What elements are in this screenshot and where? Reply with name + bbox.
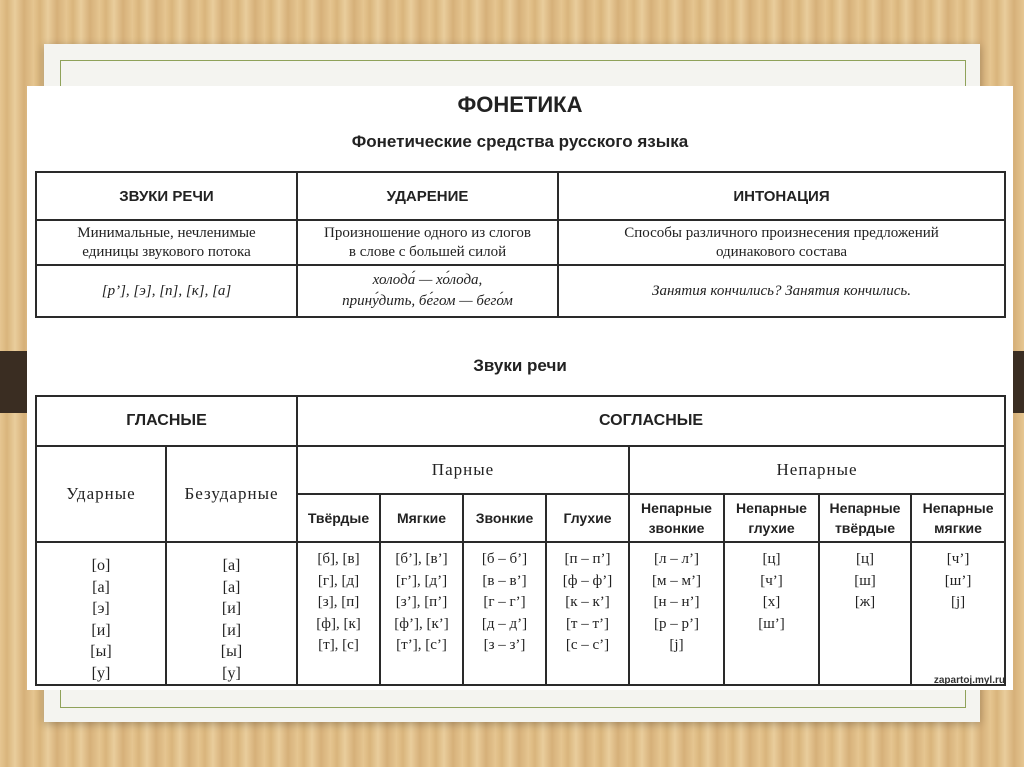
consonant: [б – б’] xyxy=(481,551,528,567)
vowel: [о] xyxy=(91,557,111,574)
vowel: [ы] xyxy=(220,643,243,660)
consonant: [т’], [с’] xyxy=(396,637,447,653)
definition-line: в слове с большей силой xyxy=(348,243,507,260)
consonant: [л – л’] xyxy=(654,551,699,567)
hard-consonants-cell xyxy=(297,542,380,685)
vowel: [у] xyxy=(222,664,241,682)
vowel: [у] xyxy=(91,664,111,682)
page-subtitle: Фонетические средства русского языка xyxy=(351,132,689,151)
consonant: [г’], [д’] xyxy=(395,572,448,589)
col-header-line: Непарные xyxy=(922,500,994,516)
page-title: ФОНЕТИКА xyxy=(457,92,583,117)
unpaired-hard-cell xyxy=(819,542,911,685)
consonant: [ж] xyxy=(854,594,876,610)
definition-line: Произношение одного из слогов xyxy=(324,224,531,241)
col-header-unpaired-hard xyxy=(819,494,911,542)
consonant: [т], [с] xyxy=(318,637,359,653)
col-header-line: звонкие xyxy=(648,520,705,536)
consonant: [ш] xyxy=(854,572,876,589)
consonant: [б], [в] xyxy=(317,551,360,567)
consonant: [ш’] xyxy=(758,615,785,632)
consonant: [ш’] xyxy=(944,572,972,589)
unpaired-voiceless-cell xyxy=(724,542,819,685)
consonant: [т – т’] xyxy=(565,615,610,632)
header-stressed: Ударные xyxy=(36,446,166,542)
example-line: прину́дить, бе́гом — бего́м xyxy=(342,293,513,309)
speech-sounds-table xyxy=(35,395,1006,686)
header-vowels: ГЛАСНЫЕ xyxy=(36,396,297,446)
consonant: [с – с’] xyxy=(565,637,610,653)
col-header-unpaired-voiceless xyxy=(724,494,819,542)
col-header-line: мягкие xyxy=(934,520,982,536)
col-header-voiceless xyxy=(546,494,629,542)
section-title: Звуки речи xyxy=(473,356,567,375)
consonant: [м – м’] xyxy=(652,572,701,589)
header-speech-sounds: ЗВУКИ РЕЧИ xyxy=(36,172,297,220)
header-unstressed: Безударные xyxy=(166,446,297,542)
col-header-line: твёрдые xyxy=(834,520,896,536)
consonant: [з], [п] xyxy=(317,594,360,610)
consonant: [г – г’] xyxy=(483,594,526,610)
example-line: холода́ — хо́лода, xyxy=(372,272,483,288)
consonant: [ц] xyxy=(855,551,875,567)
header-intonation: ИНТОНАЦИЯ xyxy=(558,172,1005,220)
consonant: [к – к’] xyxy=(565,594,610,610)
consonant: [j] xyxy=(669,637,684,653)
vowel: [и] xyxy=(221,621,242,639)
col-header-soft xyxy=(380,494,463,542)
consonant: [д – д’] xyxy=(481,615,528,632)
definition-intonation xyxy=(558,220,1005,265)
col-header-line: Глухие xyxy=(563,510,612,526)
consonant: [з – з’] xyxy=(483,637,526,653)
definition-line: одинакового состава xyxy=(715,243,848,260)
consonant: [р – р’] xyxy=(654,615,699,632)
voiceless-consonants-cell xyxy=(546,542,629,685)
definition-line: единицы звукового потока xyxy=(82,243,251,260)
consonant: [ф’], [к’] xyxy=(394,615,449,632)
unpaired-soft-cell xyxy=(911,542,1005,685)
consonant: [з’], [п’] xyxy=(395,594,448,610)
consonant: [г], [д] xyxy=(317,572,360,589)
unpaired-voiced-cell xyxy=(629,542,724,685)
example-speech-sounds xyxy=(36,265,297,317)
vowel: [а] xyxy=(222,578,241,596)
consonant: [б’], [в’] xyxy=(395,551,448,567)
col-header-line: Мягкие xyxy=(396,510,447,526)
example-line: [р’], [э], [п], [к], [а] xyxy=(101,282,232,299)
consonant: [ч’] xyxy=(946,551,970,567)
consonant: [ц] xyxy=(762,551,781,567)
vowel: [э] xyxy=(92,600,110,617)
definition-stress xyxy=(297,220,558,265)
example-stress xyxy=(297,265,558,317)
header-unpaired: Непарные xyxy=(629,446,1005,494)
phonetic-means-table xyxy=(35,171,1006,318)
watermark: zapartoj.myl.ru xyxy=(933,675,1005,686)
consonant: [j] xyxy=(950,594,966,610)
col-header-unpaired-voiced xyxy=(629,494,724,542)
definition-line: Способы различного произнесения предложений xyxy=(624,224,939,241)
header-consonants: СОГЛАСНЫЕ xyxy=(297,396,1005,446)
definition-speech-sounds xyxy=(36,220,297,265)
unstressed-vowels-cell xyxy=(166,542,297,685)
stressed-vowels-cell xyxy=(36,542,166,685)
col-header-voiced xyxy=(463,494,546,542)
col-header-line: Непарные xyxy=(829,500,901,516)
consonant: [ф], [к] xyxy=(316,615,361,632)
header-paired: Парные xyxy=(297,446,629,494)
col-header-line: Непарные xyxy=(736,500,807,516)
col-header-line: Непарные xyxy=(641,500,712,516)
header-stress: УДАРЕНИЕ xyxy=(297,172,558,220)
definition-line: Минимальные, нечленимые xyxy=(77,224,256,241)
consonant: [ф – ф’] xyxy=(562,572,613,589)
example-intonation xyxy=(558,265,1005,317)
consonant: [ч’] xyxy=(760,572,783,589)
vowel: [и] xyxy=(221,600,242,617)
col-header-line: Звонкие xyxy=(475,510,534,526)
consonant: [в – в’] xyxy=(482,572,527,589)
example-line: Занятия кончились? Занятия кончились. xyxy=(652,282,911,299)
consonant: [х] xyxy=(762,594,781,610)
phonetics-sheet xyxy=(27,86,1013,690)
col-header-line: глухие xyxy=(748,520,795,536)
soft-consonants-cell xyxy=(380,542,463,685)
voiced-consonants-cell xyxy=(463,542,546,685)
col-header-line: Твёрдые xyxy=(307,510,370,526)
vowel: [ы] xyxy=(90,643,112,660)
vowel: [а] xyxy=(92,578,110,596)
col-header-hard xyxy=(297,494,380,542)
consonant: [п – п’] xyxy=(564,551,611,567)
col-header-unpaired-soft xyxy=(911,494,1005,542)
consonant: [н – н’] xyxy=(653,594,700,610)
vowel: [и] xyxy=(91,621,111,639)
vowel: [а] xyxy=(222,557,241,574)
